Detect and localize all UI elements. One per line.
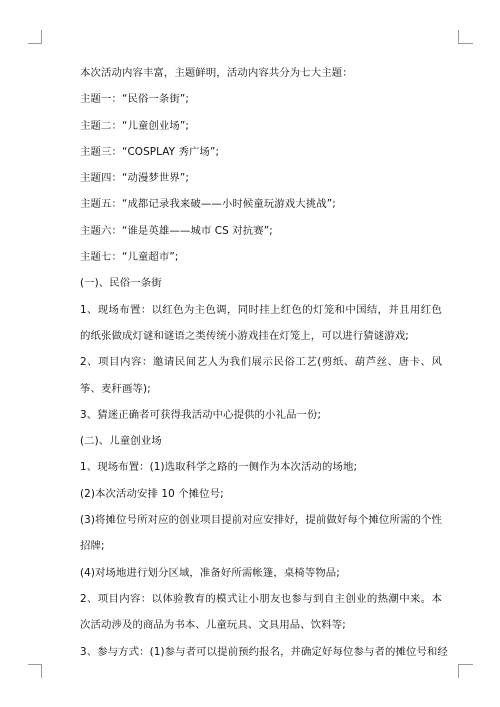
theme-3-line: 主题三：“COSPLAY 秀广场”;	[80, 145, 220, 158]
section-1-heading: (一)、民俗一条街	[80, 277, 162, 290]
corner-mark-top-right-horizontal	[459, 43, 473, 44]
theme-7-line: 主题七：“儿童超市”;	[80, 251, 179, 264]
corner-mark-top-left-vertical	[41, 30, 42, 44]
theme-2-line: 主题二：“儿童创业场”;	[80, 119, 189, 132]
corner-mark-bottom-left-horizontal	[28, 664, 42, 665]
section-2-item-3: 3、参与方式：(1)参与者可以提前预约报名，并确定好每位参与者的摊位号和经	[80, 645, 448, 658]
theme-4-line: 主题四：“动漫梦世界”;	[80, 172, 189, 185]
theme-5-line: 主题五：“成都记录我来破——小时候童玩游戏大挑战”;	[80, 198, 336, 211]
corner-mark-bottom-right-vertical	[458, 664, 459, 678]
section-2-item-1-4: (4)对场地进行划分区域，准备好所需帐篷，桌椅等物品;	[80, 566, 340, 579]
corner-mark-bottom-right-horizontal	[459, 664, 473, 665]
section-1-item-3: 3、猜迷正确者可获得我活动中心提供的小礼品一份;	[80, 408, 322, 421]
section-2-item-1-3: (3)将摊位号所对应的创业项目提前对应安排好，提前做好每个摊位所需的个性招牌;	[80, 514, 442, 553]
section-1-item-1: 1、现场布置：以红色为主色调，同时挂上红色的灯笼和中国结，并且用红色的纸张做成灯谜和谜语之类传统小游戏挂在灯笼上，可以进行猜谜游戏;	[80, 303, 442, 342]
intro-paragraph: 本次活动内容丰富，主题鲜明，活动内容共分为七大主题：	[80, 67, 353, 79]
section-1-item-2: 2、项目内容：邀请民间艺人为我们展示民俗工艺(剪纸、葫芦丝、唐卡、风筝、麦秆画等);	[80, 356, 442, 395]
corner-mark-top-right-vertical	[458, 30, 459, 44]
section-2-heading: (二)、儿童创业场	[80, 435, 162, 448]
corner-mark-top-left-horizontal	[28, 43, 42, 44]
section-2-item-1: 1、现场布置：(1)选取科学之路的一侧作为本次活动的场地;	[80, 461, 358, 474]
section-2-item-1-2: (2)本次活动安排 10 个摊位号;	[80, 487, 224, 500]
document-body	[80, 60, 448, 665]
corner-mark-bottom-left-vertical	[41, 664, 42, 678]
theme-6-line: 主题六：“谁是英雄——城市 CS 对抗赛”;	[80, 224, 273, 237]
theme-1-line: 主题一：“民俗一条街”;	[80, 93, 189, 106]
section-2-item-2: 2、项目内容：以体验教育的模式让小朋友也参与到自主创业的热潮中来。本次活动涉及的商品为书本、儿童玩具、文具用品、饮料等;	[80, 592, 442, 632]
